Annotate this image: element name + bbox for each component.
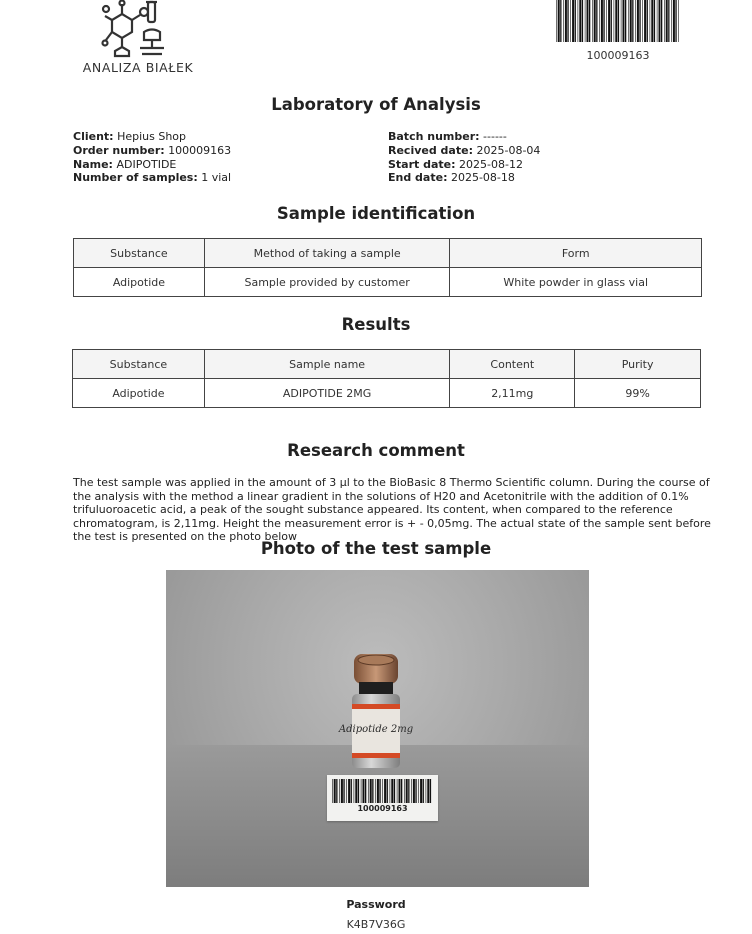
client-info	[73, 130, 373, 185]
table-cell: Sample provided by customer	[204, 268, 450, 297]
table-header-row	[74, 239, 702, 268]
table-cell: 99%	[575, 379, 701, 408]
table-cell: ADIPOTIDE 2MG	[204, 379, 450, 408]
sample-identification-table	[73, 238, 702, 297]
research-comment-text: The test sample was applied in the amount of 3 µl to the BioBasic 8 Thermo Scientific column. During the course of the analysis with the method a linear gradient in the solutions of H20 and Acetonitrile with the addition of 0.1% trifuluoroacetic acid, a peak of the sought substance appeared. Its content, when compared to the reference chromatogram, is 2,11mg. Height the measurement error is + - 0,05mg. The actual state of the sample sent before the test is presented on the photo below	[73, 476, 711, 544]
molecule-flask-icon	[102, 0, 172, 58]
table-header-cell: Purity	[575, 350, 701, 379]
table-cell: White powder in glass vial	[450, 268, 702, 297]
password-label: Password	[346, 898, 406, 911]
barcode-graphic	[556, 0, 680, 42]
end-value: 2025-08-18	[450, 171, 515, 185]
table-header-cell: Substance	[74, 239, 205, 268]
name-value: ADIPOTIDE	[116, 157, 177, 171]
batch-info	[388, 130, 688, 185]
table-cell: Adipotide	[74, 268, 205, 297]
page-title: Laboratory of Analysis	[271, 95, 481, 114]
sample-photo	[166, 570, 589, 887]
password-value: K4B7V36G	[346, 918, 406, 931]
sample-barcode-card	[327, 775, 438, 821]
table-header-cell: Substance	[73, 350, 205, 379]
table-header-row	[73, 350, 701, 379]
research-comment-heading: Research comment	[287, 441, 465, 460]
table-header-cell: Content	[450, 350, 575, 379]
table-cell: 2,11mg	[450, 379, 575, 408]
barcode-graphic	[332, 779, 432, 803]
name-label: Name:	[73, 157, 113, 171]
samples-value: 1 vial	[201, 171, 232, 185]
order-label: Order number:	[73, 143, 165, 157]
brand-logo	[74, 0, 202, 80]
results-heading: Results	[341, 315, 411, 334]
client-value: Hepius Shop	[117, 130, 187, 143]
table-header-cell: Sample name	[204, 350, 450, 379]
table-header-cell: Method of taking a sample	[204, 239, 450, 268]
vial-image	[338, 652, 414, 774]
start-value: 2025-08-12	[459, 157, 523, 171]
sample-identification-heading: Sample identification	[276, 204, 476, 223]
received-label: Recived date:	[388, 143, 473, 157]
client-label: Client:	[73, 130, 114, 143]
sample-barcode-number: 100009163	[357, 804, 408, 813]
table-row	[73, 379, 701, 408]
batch-value: ------	[483, 130, 507, 143]
brand-name: ANALIZA BIAŁEK	[82, 60, 194, 75]
table-row	[74, 268, 702, 297]
table-cell: Adipotide	[73, 379, 205, 408]
photo-heading: Photo of the test sample	[260, 539, 492, 558]
start-label: Start date:	[388, 157, 456, 171]
order-value: 100009163	[168, 143, 232, 157]
results-table	[72, 349, 701, 408]
received-value: 2025-08-04	[476, 143, 541, 157]
end-label: End date:	[388, 171, 448, 185]
barcode-number: 100009163	[586, 49, 650, 62]
samples-label: Number of samples:	[73, 171, 198, 185]
batch-label: Batch number:	[388, 130, 480, 143]
table-header-cell: Form	[450, 239, 702, 268]
vial-label: Adipotide 2mg	[338, 724, 414, 735]
